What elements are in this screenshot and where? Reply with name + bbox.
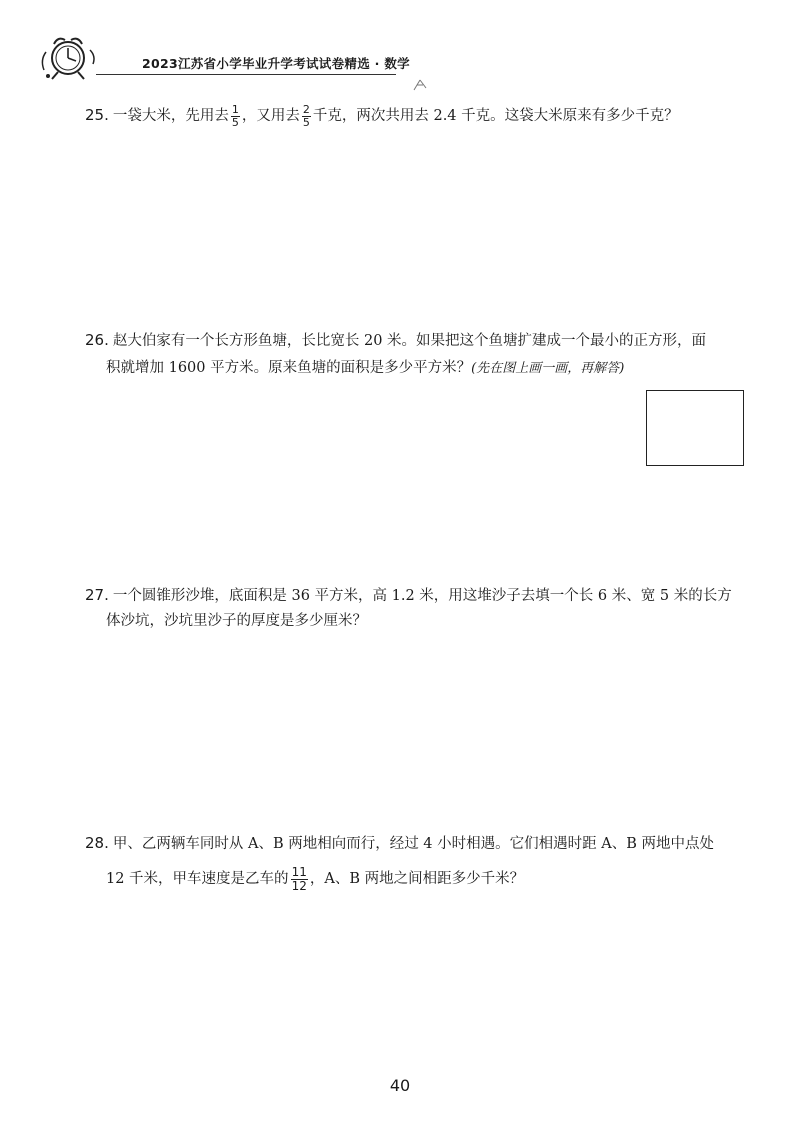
question-text: 一袋大米，先用去 bbox=[112, 108, 229, 125]
header-title: 2023江苏省小学毕业升学考试试卷精选 · 数学 bbox=[142, 56, 410, 71]
question-text: 12 千米，甲车速度是乙车的 bbox=[106, 871, 289, 888]
fraction: $\frac{11}{12}$ bbox=[291, 865, 307, 893]
question-text: ，又用去 bbox=[241, 108, 300, 125]
page-number: 40 bbox=[389, 1076, 411, 1095]
fraction: $\frac{1}{5}$ bbox=[231, 103, 239, 129]
question-text: 千克，两次共用去 2.4 千克。这袋大米原来有多少千克？ bbox=[312, 108, 679, 125]
question-27 bbox=[85, 588, 732, 604]
fraction: $\frac{2}{5}$ bbox=[302, 103, 310, 129]
question-text: ，A、B 两地之间相距多少千米？ bbox=[309, 871, 525, 888]
question-text: 一个圆锥形沙堆，底面积是 36 平方米，高 1.2 米，用这堆沙子去填一个长 6 米、宽 5 米的长方 bbox=[112, 588, 732, 604]
question-28 bbox=[85, 836, 714, 852]
question-25 bbox=[85, 104, 679, 128]
question-number: 28. bbox=[85, 834, 109, 852]
question-number: 26. bbox=[85, 331, 109, 349]
question-28-line2 bbox=[106, 866, 524, 892]
question-number: 25. bbox=[85, 106, 109, 125]
header-divider bbox=[96, 74, 396, 75]
question-27-line2 bbox=[106, 614, 367, 629]
question-number: 27. bbox=[85, 586, 109, 604]
question-26 bbox=[85, 333, 706, 349]
question-text: 甲、乙两辆车同时从 A、B 两地相向而行，经过 4 小时相遇。它们相遇时距 A、B 两地中点处 bbox=[112, 836, 714, 852]
sparkle-icon bbox=[410, 76, 430, 94]
question-text: 体沙坑，沙坑里沙子的厚度是多少厘米？ bbox=[106, 613, 367, 629]
question-text: 赵大伯家有一个长方形鱼塘，长比宽长 20 米。如果把这个鱼塘扩建成一个最小的正方形，面 bbox=[112, 333, 707, 349]
fish-pond-rectangle bbox=[646, 390, 744, 466]
alarm-clock-icon bbox=[38, 30, 98, 82]
page-header bbox=[38, 28, 410, 84]
instruction-note: (先在图上画一画，再解答) bbox=[471, 361, 625, 376]
question-26-line2 bbox=[106, 361, 624, 376]
question-text: 积就增加 1600 平方米。原来鱼塘的面积是多少平方米？ bbox=[106, 360, 472, 376]
